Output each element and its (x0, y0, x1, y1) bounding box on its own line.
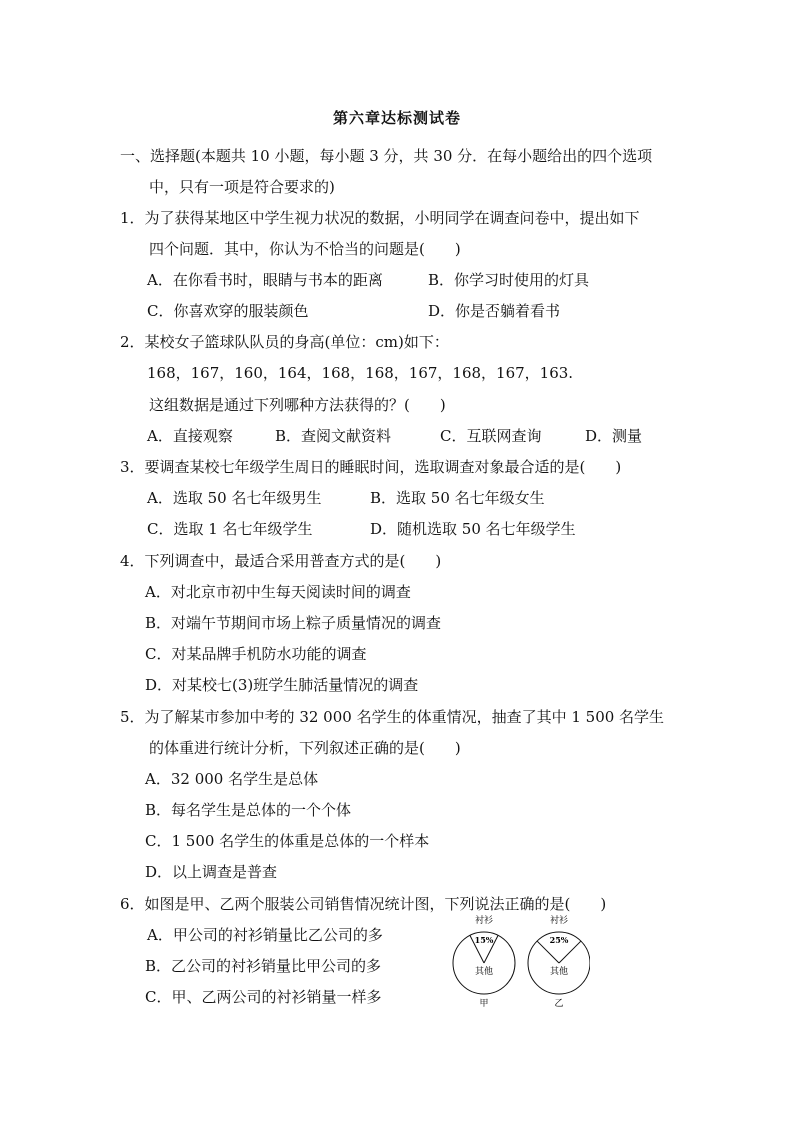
section-header-line2: 中，只有一项是符合要求的) (149, 178, 335, 196)
pie1-name: 甲 (479, 999, 489, 1009)
q3-option-d: D．随机选取 50 名七年级学生 (370, 520, 576, 538)
pie2-top-label: 衬衫 (549, 916, 569, 926)
q2-data: 168，167，160，164，168，168，167，168，167，163. (147, 364, 574, 382)
q5-option-b: B．每名学生是总体的一个个体 (145, 801, 352, 819)
q6-option-b: B．乙公司的衬衫销量比甲公司的多 (145, 957, 382, 975)
pie2-other-label: 其他 (549, 967, 569, 977)
q6-stem: 6．如图是甲、乙两个服装公司销售情况统计图，下列说法正确的是( ) (120, 895, 607, 913)
q6-option-a: A．甲公司的衬衫销量比乙公司的多 (147, 926, 383, 944)
q4-stem: 4．下列调查中，最适合采用普查方式的是( ) (120, 552, 442, 570)
q5-option-d: D．以上调查是普查 (145, 863, 278, 881)
q5-option-c: C．1 500 名学生的体重是总体的一个样本 (145, 832, 430, 850)
q1-option-d: D．你是否躺着看书 (428, 302, 561, 320)
q3-option-c: C．选取 1 名七年级学生 (147, 520, 313, 538)
q4-option-d: D．对某校七(3)班学生肺活量情况的调查 (145, 676, 419, 694)
pie-figure (440, 910, 590, 1010)
q5-stem-line1: 5．为了解某市参加中考的 32 000 名学生的体重情况，抽查了其中 1 500 名学生 (120, 708, 665, 726)
q5-option-a: A．32 000 名学生是总体 (145, 770, 319, 788)
q2-option-b: B．查阅文献资料 (275, 427, 392, 445)
q3-option-b: B．选取 50 名七年级女生 (370, 489, 545, 507)
pie2-name: 乙 (554, 999, 564, 1009)
section-header-line1: 一、选择题(本题共 10 小题，每小题 3 分，共 30 分．在每小题给出的四个选项 (120, 147, 653, 165)
q2-stem-line1: 2．某校女子篮球队队员的身高(单位：cm)如下： (120, 333, 449, 351)
q1-stem-line1: 1．为了获得某地区中学生视力状况的数据，小明同学在调查问卷中，提出如下 (120, 209, 640, 227)
q3-option-a: A．选取 50 名七年级男生 (147, 489, 322, 507)
q2-option-a: A．直接观察 (147, 427, 233, 445)
pie-figure-svg (440, 910, 590, 1010)
q1-option-a: A．在你看书时，眼睛与书本的距离 (147, 271, 383, 289)
q4-option-a: A．对北京市初中生每天阅读时间的调查 (145, 583, 411, 601)
q4-option-b: B．对端午节期间市场上粽子质量情况的调查 (145, 614, 442, 632)
pie1-top-label: 衬衫 (474, 916, 494, 926)
q1-stem-line2: 四个问题．其中，你认为不恰当的问题是( ) (149, 240, 461, 258)
q5-stem-line2: 的体重进行统计分析，下列叙述正确的是( ) (149, 739, 461, 757)
pie1-slice-label: 15% (474, 935, 494, 945)
q1-option-c: C．你喜欢穿的服装颜色 (147, 302, 309, 320)
q6-option-c: C．甲、乙两公司的衬衫销量一样多 (145, 988, 382, 1006)
page-title: 第六章达标测试卷 (332, 109, 461, 127)
pie2-slice-label: 25% (549, 935, 569, 945)
pie1-other-label: 其他 (474, 967, 494, 977)
q1-option-b: B．你学习时使用的灯具 (428, 271, 590, 289)
q2-option-d: D．测量 (585, 427, 643, 445)
q2-stem-line3: 这组数据是通过下列哪种方法获得的？( ) (149, 396, 446, 414)
q3-stem: 3．要调查某校七年级学生周日的睡眠时间，选取调查对象最合适的是( ) (120, 458, 622, 476)
q4-option-c: C．对某品牌手机防水功能的调查 (145, 645, 367, 663)
q2-option-c: C．互联网查询 (440, 427, 542, 445)
